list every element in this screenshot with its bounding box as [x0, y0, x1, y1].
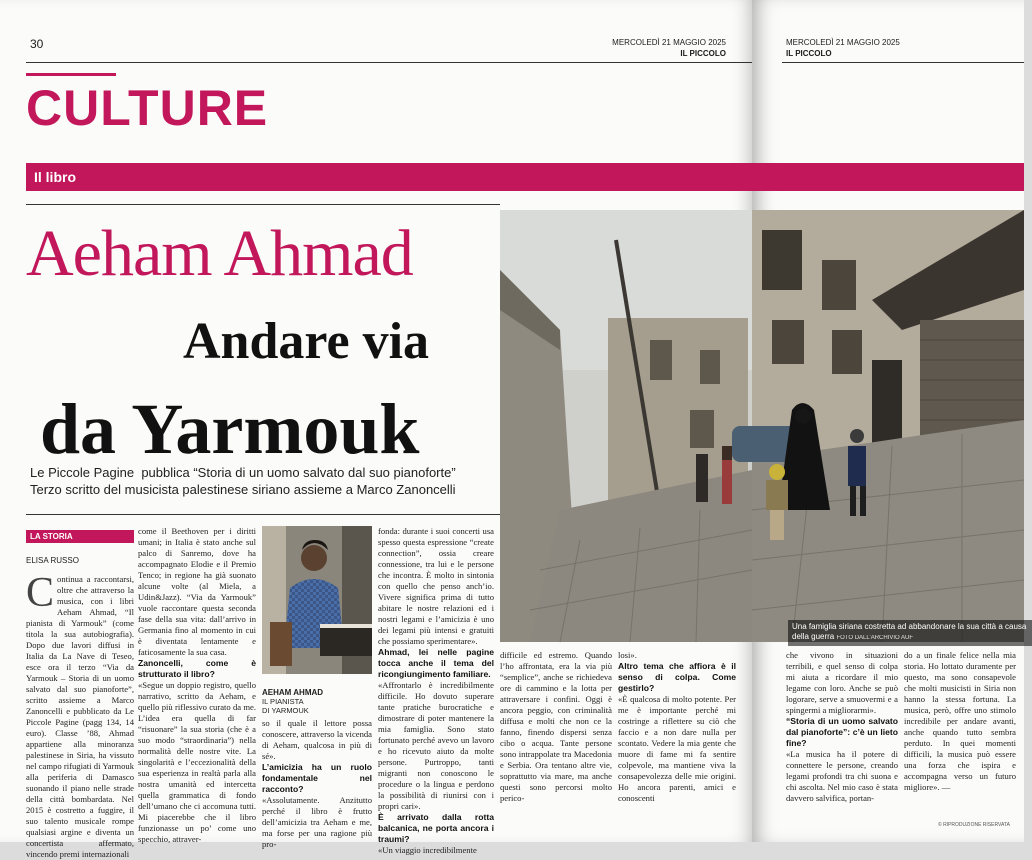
col3-answer-1: «Assolutamente. Anzitutto perché il libro è frutto dell’amicizia tra Aeham e me, ma forse per una ragione più pro- — [262, 795, 372, 849]
street-illustration-left — [500, 210, 752, 642]
pianist-illustration — [262, 526, 372, 674]
author-byline: ELISA RUSSO — [26, 556, 79, 565]
section-title: CULTURE — [26, 80, 269, 136]
photo-caption-name: AEHAM AHMAD — [262, 688, 324, 697]
col4-answer-2: «Un viaggio incredibilmente — [378, 845, 477, 855]
right-header-rule — [782, 62, 1024, 63]
header-date-text: MERCOLEDÌ 21 MAGGIO 2025 — [612, 38, 726, 47]
story-label: LA STORIA — [26, 530, 134, 543]
headline-name: Aeham Ahmad — [26, 217, 413, 290]
column-4 — [378, 526, 494, 855]
col5-text: difficile ed estremo. Quando l’ho affrontata, era la via più “semplice”, anche se richiedeva ore di cammino e la lotta per attraversare i confini. Oggi è ancora peggio, con criminalità diffusa e molti che non ce la fanno, finendo dispersi senza cibo o acqua. Tante persone sono intrappolate tra Macedonia e Serbia. Ora tentano altre vie, soprattutto via mare, ma anche questi sono percorsi molto perico- — [500, 650, 612, 803]
col6-answer-1: «È qualcosa di molto potente. Per me è importante perché mi costringe a riflettere su ciò che faccio e a non dare nulla per scontato. Vedere la mia gente che muore di fame mi fa sentire colpevole, ma mantiene viva la consapevolezza delle mie origini. Ho ancora parenti, amici e conoscenti — [618, 694, 736, 803]
right-col1-question-1: “Storia di un uomo salvato dal pianoforte”: c’è un lieto fine? — [786, 716, 898, 748]
photo-caption-text: Una famiglia siriana costretta ad abbandonare la sua città a causa della guerra — [792, 622, 1027, 641]
right-header-date-text: MERCOLEDÌ 21 MAGGIO 2025 — [786, 38, 900, 47]
header-date — [610, 37, 726, 59]
headline-line2: da Yarmouk — [40, 389, 420, 469]
photo-caption-line1: IL PIANISTA — [262, 697, 304, 706]
col4-question-2: È arrivato dalla rotta balcanica, ne porta ancora i traumi? — [378, 812, 494, 844]
right-column-2 — [904, 650, 1016, 818]
photo-credit: FOTO DALL’ARCHIVIO AUF — [836, 635, 914, 641]
col3-text: so il quale il lettore possa conoscere, attraverso la vicenda di Aeham, qualcosa in più di sé». — [262, 718, 372, 761]
header-paper-name: IL PICCOLO — [680, 49, 726, 58]
col2-text: come il Beethoven per i diritti umani; in Italia è stato anche sul palco di Sanremo, dove ha accompagnato Elodie e il Premio Tenco; in regione ha già suonato alcune volte (al Miela, a Udin&Jazz). “Via da Yarmouk” vuole raccontare questa seconda fase della sua vita: dall’arrivo in Germania fino al momento in cui è diventata lentamente e faticosamente la sua casa. — [138, 526, 256, 657]
title-rule — [26, 204, 500, 205]
subsection-bar — [26, 163, 752, 191]
subtitle — [30, 464, 500, 498]
header-rule — [26, 62, 752, 63]
subtitle-line1: pubblica “Storia di un uomo salvato dal suo pianoforte” — [141, 465, 456, 480]
col6-question-1: Altro tema che affiora è il senso di colpa. Come gestirlo? — [618, 661, 736, 693]
footer-credit: © RIPRODUZIONE RISERVATA — [938, 822, 1010, 828]
photo-caption-line2: DI YARMOUK — [262, 706, 309, 715]
col2-question-1: Zanoncelli, come è strutturato il libro? — [138, 658, 256, 679]
col4-question-1: Ahmad, lei nelle pagine tocca anche il tema del ricongiungimento familiare. — [378, 647, 494, 679]
right-header-date — [786, 37, 900, 59]
col4-text: fonda: durante i suoi concerti usa spesso questa espressione “create connection”, ossia creare connessione, tra lui e le persone che incontra. È molto in sintonia con quello che penso anch’io. Vivere significa prima di tutto abitare le nostre relazioni ed i nostri legami e l’amicizia è uno dei legami più intensi e gratuiti che possiamo sperimentare». — [378, 526, 494, 646]
col2-answer-1: «Segue un doppio registro, quello narrativo, scritto da Aeham, e quello più riflessivo curato da me. L’idea era quella di far “risuonare” la sua storia (che è a suo modo “straordinaria”) nella normalità delle nostre vite. La singolarità e l’eccezionalità della sua esperienza in realtà parla alla nostra umanità ed intercetta quella grammatica di fondo dell’umano che ci accomuna tutti. Mi piacerebbe che il libro funzionasse un po’ come uno specchio, attraver- — [138, 680, 256, 844]
right-col1-answer-1: «La musica ha il potere di connettere le persone, creando legami profondi tra chi suona e chi ascolta. Nel mio caso è stata davvero salvifica, portan- — [786, 749, 898, 803]
pianist-photo-caption — [262, 688, 372, 715]
subtitle-rule — [26, 514, 500, 515]
column-5 — [500, 650, 612, 842]
right-col2-text: do a un finale felice nella mia storia. Ho lottato duramente per questo, ma sono consapevole che molti musicisti in Siria non hanno la stessa fortuna. La musica, però, offre uno stimolo incredibile per andare avanti, anche quando tutto sembra perduto. In quei momenti difficili, la musica può essere una forza che ispira e accompagna verso un futuro migliore». — — [904, 650, 1016, 792]
section-accent-bar — [26, 73, 116, 76]
column-2 — [138, 526, 256, 842]
subtitle-line2: Terzo scritto del musicista palestinese siriano assieme a Marco Zanoncelli — [30, 482, 456, 497]
subsection-bar-right — [752, 163, 1024, 191]
col1-text: ontinua a raccontarsi, oltre che attraverso la musica, con i libri Aeham Ahmad, “Il pianista di Yarmouk” (come titola la sua autobiografia). Dopo due lavori diffusi in Italia da La Nave di Teseo, esce ora il terzo “Via da Yarmouk – Storia di un uomo salvato dal suo pianoforte”, scritto assieme a Marco Zanoncelli e pubblicato da Le Piccole Pagine (pagg 134, 14 euro). Classe ’88, Ahmad appartiene alla minoranza palestinese in Siria, ha vissuto nel campo rifugiati di Yarmouk alla periferia di Damasco suonando il piano nelle strade della città bombardata. Nel 2015 è costretto a fuggire, il suo talento musicale rompe qualsiasi argine e diventa un concertista affermato, vincendo premi internazionali — [26, 574, 134, 859]
street-illustration-right — [752, 210, 1027, 642]
right-header-paper-name: IL PICCOLO — [786, 49, 832, 58]
street-photo-right — [752, 210, 1027, 642]
pianist-photo — [262, 526, 372, 674]
photo-caption — [788, 620, 1032, 646]
subsection-label: Il libro — [34, 169, 76, 185]
street-photo-left — [500, 210, 752, 642]
right-col1-text: che vivono in situazioni terribili, e quel senso di colpa mi aiuta a ricordare il mio legame con loro. Anche se può logorare, serve a smuovermi e a spingermi a migliorarmi». — [786, 650, 898, 715]
headline-line1: Andare via — [183, 313, 430, 370]
page-number: 30 — [30, 37, 44, 51]
column-1 — [26, 570, 134, 859]
col6-text: losi». — [618, 650, 637, 660]
right-column-1 — [786, 650, 898, 842]
column-6 — [618, 650, 736, 842]
column-3 — [262, 718, 372, 849]
subtitle-publisher: Le Piccole Pagine — [30, 465, 135, 480]
col4-answer-1: «Affrontarlo è incredibilmente difficile. Ho dovuto superare tante pratiche burocratiche e dimostrare di poter mantenere la mia famiglia. Sono stato fortunato perché avevo un lavoro e ho ricevuto aiuto da molte persone. Purtroppo, tanti migranti non conoscono le procedure o la lingua e perdono la possibilità di riunirsi con i propri cari». — [378, 680, 494, 811]
dropcap: C — [26, 570, 55, 616]
col3-question-1: L’amicizia ha un ruolo fondamentale nel racconto? — [262, 762, 372, 794]
